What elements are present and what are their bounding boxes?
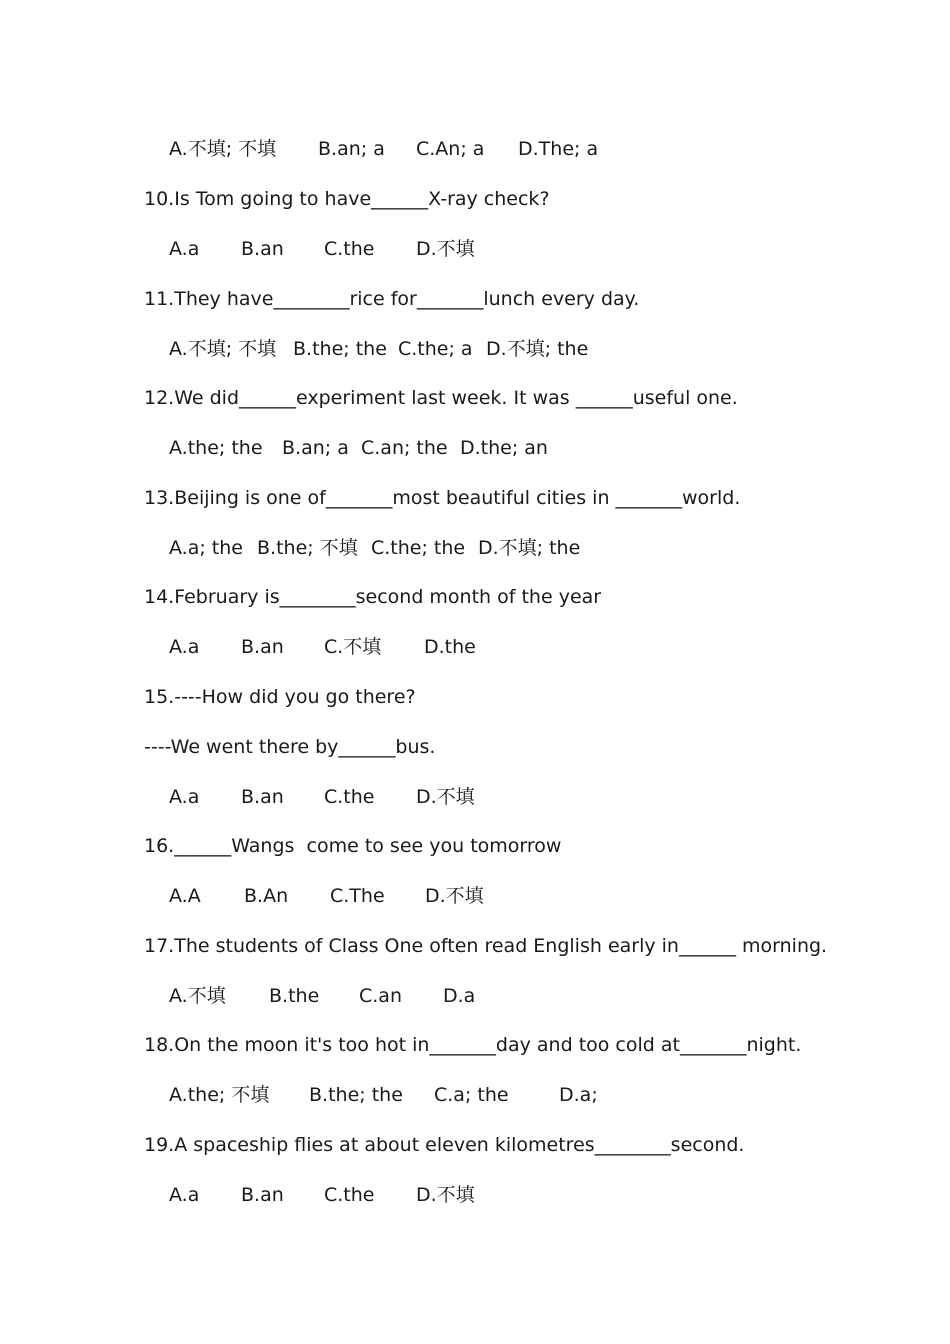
option-c: C.an; the (361, 437, 448, 459)
option-b: B.an (241, 238, 284, 260)
option-c: C.不填 (324, 636, 382, 658)
question-16-stem: 16.______Wangs come to see you tomorrow (144, 835, 562, 857)
option-b: B.An (244, 885, 289, 907)
option-a: A.a (169, 636, 200, 658)
option-a: A.不填 (169, 985, 226, 1007)
question-13-stem: 13.Beijing is one of_______most beautiful cities in _______world. (144, 487, 741, 509)
question-15-stem: 15.----How did you go there? (144, 686, 416, 708)
option-d: D.不填; the (486, 338, 589, 360)
option-b: B.an; a (318, 138, 385, 160)
option-a: A.a (169, 238, 200, 260)
option-c: C.the (324, 786, 375, 808)
option-d: D.the; an (460, 437, 548, 459)
option-a: A.不填; 不填 (169, 138, 277, 160)
option-c: C.a; the (434, 1084, 509, 1106)
option-d: D.a (443, 985, 476, 1007)
option-c: C.the (324, 238, 375, 260)
question-17-stem: 17.The students of Class One often read English early in______ morning. (144, 935, 828, 957)
question-10-stem: 10.Is Tom going to have______X-ray check? (144, 188, 550, 210)
option-c: C.The (330, 885, 385, 907)
option-d: D.不填 (416, 1184, 475, 1206)
option-b: B.an; a (282, 437, 349, 459)
option-b: B.the; 不填 (257, 537, 358, 559)
option-d: D.不填 (416, 238, 475, 260)
option-a: A.a; the (169, 537, 243, 559)
option-c: C.the; a (398, 338, 473, 360)
option-c: C.An; a (416, 138, 485, 160)
option-a: A.the; the (169, 437, 263, 459)
option-d: D.the (424, 636, 476, 658)
option-d: D.a; (559, 1084, 598, 1106)
question-12-stem: 12.We did______experiment last week. It was ______useful one. (144, 387, 738, 409)
option-d: D.不填 (416, 786, 475, 808)
option-c: C.an (359, 985, 402, 1007)
question-19-stem: 19.A spaceship flies at about eleven kilometres________second. (144, 1134, 745, 1156)
option-d: D.不填 (425, 885, 484, 907)
question-11-stem: 11.They have________rice for_______lunch every day. (144, 288, 640, 310)
question-18-stem: 18.On the moon it's too hot in_______day and too cold at_______night. (144, 1034, 802, 1056)
option-d: D.The; a (518, 138, 599, 160)
option-a: A.a (169, 786, 200, 808)
question-14-stem: 14.February is________second month of the year (144, 586, 602, 608)
option-a: A.a (169, 1184, 200, 1206)
option-b: B.an (241, 786, 284, 808)
option-b: B.an (241, 1184, 284, 1206)
option-a: A.the; 不填 (169, 1084, 270, 1106)
option-b: B.the (269, 985, 320, 1007)
option-a: A.不填; 不填 (169, 338, 277, 360)
option-b: B.the; the (293, 338, 387, 360)
option-c: C.the; the (371, 537, 466, 559)
option-b: B.an (241, 636, 284, 658)
option-c: C.the (324, 1184, 375, 1206)
option-d: D.不填; the (478, 537, 581, 559)
question-15-reply: ----We went there by______bus. (144, 736, 436, 758)
option-b: B.the; the (309, 1084, 403, 1106)
option-a: A.A (169, 885, 201, 907)
